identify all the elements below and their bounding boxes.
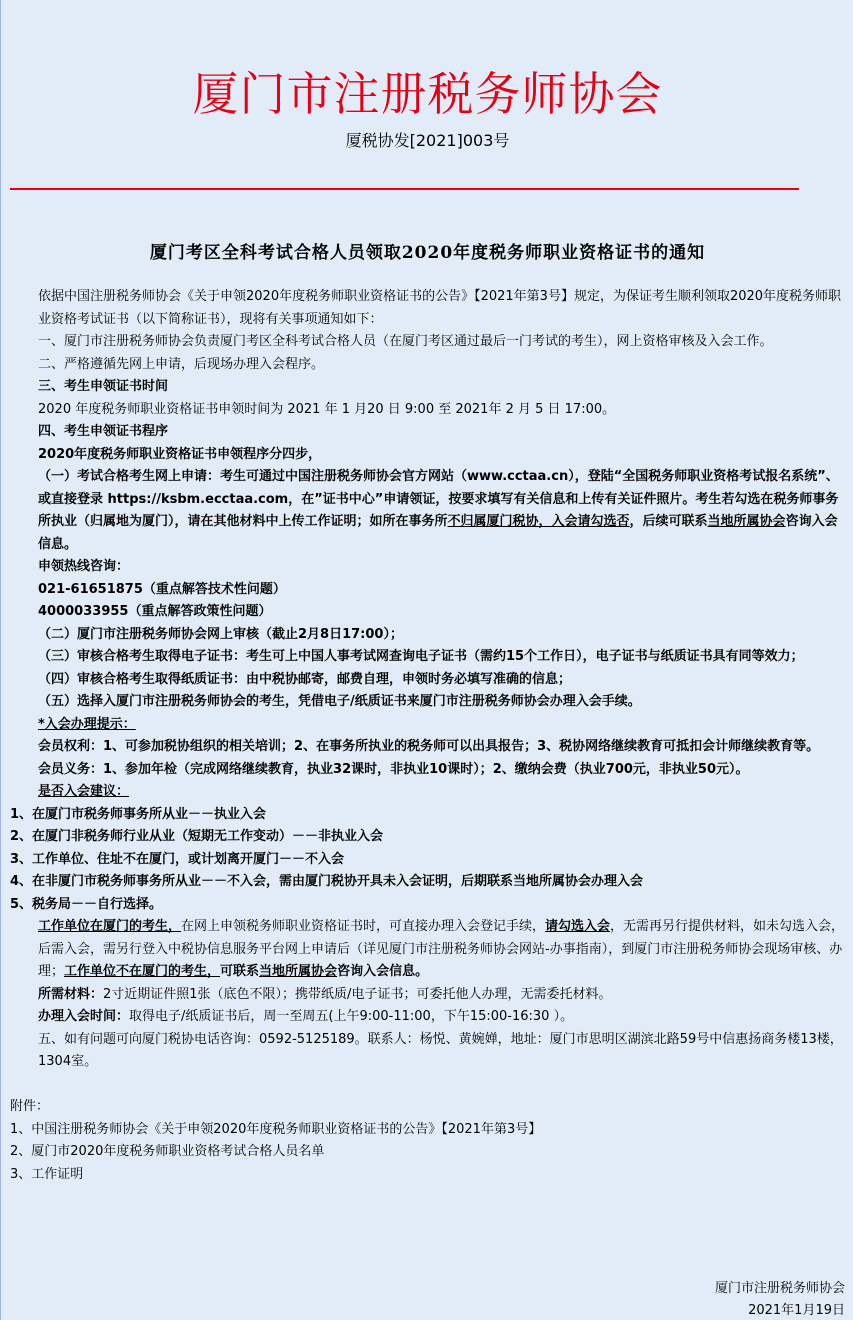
join-tips-title: [10, 714, 846, 737]
step-5: （五）选择入厦门市注册税务师协会的考生，凭借电子/纸质证书来厦门市注册税务师协会办理入会手续。: [38, 694, 641, 709]
step-1-part-e: 当地所属协会: [707, 514, 786, 529]
step-1-part-f: 咨询入会信息。: [38, 514, 838, 552]
hotline-1: 021-61651875（重点解答技术性问题）: [38, 581, 286, 597]
advice-item: 1、在厦门市税务师事务所从业－－执业入会: [10, 806, 267, 822]
hours-label: 办理入会时间：: [38, 1009, 130, 1024]
advice-item: 2、在厦门非税务师行业从业（短期无工作变动）－－非执业入会: [10, 829, 384, 844]
para-part-d: ，无需再另行提供材料，如未勾选入会，后需入会，需另行登入中税协信息服务平台网上申请后（详见厦门市注册税务师协会网站-办事指南），到厦门市注册税务师协会现场审核、办理；: [38, 919, 845, 979]
para-part-f: 可联系: [220, 964, 260, 979]
attachment-item: 2、厦门市2020年度税务师职业资格考试合格人员名单: [10, 1144, 325, 1159]
join-tips-label: *入会办理提示：: [38, 716, 136, 732]
item-3-title: 三、考生申领证书时间: [38, 379, 169, 394]
step-1: [10, 466, 846, 556]
member-rights: 会员权利：1、可参加税协组织的相关培训；2、在事务所执业的税务师可以出具报告；3、税协网络继续教育可抵扣会计师继续教育等。: [38, 739, 820, 754]
materials-text: 2寸近期证件照1张（底色不限）；携带纸质/电子证书；可委托他人办理，无需委托材料。: [103, 986, 612, 1002]
item-4-subtitle: 2020年度税务师职业资格证书申领程序分四步，: [38, 446, 322, 462]
materials-label: 所需材料：: [38, 986, 104, 1002]
para-part-h: 咨询入会信息。: [337, 964, 429, 979]
attachment-item: 1、中国注册税务师协会《关于申领2020年度税务师职业资格证书的公告》【2021年第3号】: [10, 1121, 542, 1137]
step-1-part-a: （一）考试合格考生网上申请：考生可通过中国注册税务师协会官方网站（www.cctaa.cn），登陆“全国税务师职业资格考试报名系统”、或直接登录 https://ksbm.ecctaa.com，在”证书中心”申请领证，按要求填写有关信息和上传有关证件照片。: [38, 469, 839, 507]
step-1-part-d: ，后续可联系: [629, 514, 708, 529]
advice-item: 3、工作单位、住址不在厦门，或计划离开厦门－－不入会: [10, 851, 345, 867]
item-1: 一、厦门市注册税务师协会负责厦门考区全科考试合格人员（在厦门考区通过最后一门考试的考生），网上资格审核及入会工作。: [38, 334, 773, 349]
para-part-c: 请勾选入会: [545, 919, 611, 934]
step-1-part-c: 不归属厦门税协，入会请勾选否: [447, 514, 630, 529]
member-duties: 会员义务：1、参加年检（完成网络继续教育，执业32课时，非执业10课时）；2、缴纳会费（执业700元，非执业50元）。: [38, 761, 749, 777]
para-part-a: 工作单位在厦门的考生，: [38, 919, 182, 934]
red-divider: [10, 188, 799, 190]
intro-paragraph: 依据中国注册税务师协会《关于申领2020年度税务师职业资格证书的公告》【2021年第3号】规定，为保证考生顺利领取2020年度税务师职业资格考试证书（以下简称证书），现将有关事项通知如下：: [38, 289, 842, 327]
para-part-g: 当地所属协会: [259, 964, 338, 979]
signature-date: 2021年1月19日: [748, 1303, 845, 1318]
item-5: 五、如有问题可向厦门税协电话咨询：0592-5125189。联系人：杨悦、黄婉婵，地址：厦门市思明区湖滨北路59号中信惠扬商务楼13楼，1304室。: [38, 1031, 843, 1069]
notice-heading: 厦门考区全科考试合格人员领取2020年度税务师职业资格证书的通知: [149, 243, 706, 263]
advice-item: 4、在非厦门市税务师事务所从业－－不入会，需由厦门税协开具未入会证明，后期联系当地所属协会办理入会: [10, 874, 644, 889]
item-3-text: 2020 年度税务师职业资格证书申领时间为 2021 年 1 月20 日 9:00 至 2021年 2 月 5 日 17:00。: [38, 401, 616, 417]
attachments-title: 附件：: [10, 1099, 50, 1114]
advice-item: 5、税务局－－自行选择。: [10, 896, 163, 912]
step-3: （三）审核合格考生取得电子证书：考生可上中国人事考试网查询电子证书（需约15个工作日），电子证书与纸质证书具有同等效力；: [38, 649, 804, 664]
step-1-part-b: 考生若勾选在税务师事务所执业（归属地为厦门），请在其他材料中上传工作证明；如所在事务所: [38, 491, 839, 529]
hours-line: [10, 1006, 846, 1029]
attachment-item: 3、工作证明: [10, 1166, 84, 1182]
advice-title: [10, 781, 846, 804]
item-4-title: 四、考生申领证书程序: [38, 424, 169, 439]
para-part-b: 在网上申领税务师职业资格证书时，可直接办理入会登记手续，: [181, 919, 546, 934]
materials-line: [10, 984, 846, 1007]
step-2: （二）厦门市注册税务师协会网上审核（截止2月8日17:00）；: [38, 626, 403, 642]
notice-body: [10, 286, 846, 1186]
para-part-e: 工作单位不在厦门的考生，: [64, 964, 221, 979]
hotline-title: 申领热线咨询：: [38, 559, 130, 574]
document-number: 厦税协发[2021]003号: [345, 131, 510, 150]
step-4: （四）审核合格考生取得纸质证书：由中税协邮寄，邮费自理，申领时务必填写准确的信息；: [38, 671, 572, 687]
hours-text: 取得电子/纸质证书后，周一至周五(上午9:00-11:00，下午15:00-16:30 ）。: [129, 1009, 574, 1024]
membership-paragraph: [10, 916, 846, 984]
hotline-2: 4000033955（重点解答政策性问题）: [38, 604, 272, 619]
org-title: 厦门市注册税务师协会: [192, 67, 663, 121]
spacer: [10, 1074, 846, 1097]
signature-org: 厦门市注册税务师协会: [714, 1281, 845, 1296]
advice-label: 是否入会建议：: [38, 784, 130, 799]
item-2: 二、严格遵循先网上申请，后现场办理入会程序。: [38, 356, 325, 372]
